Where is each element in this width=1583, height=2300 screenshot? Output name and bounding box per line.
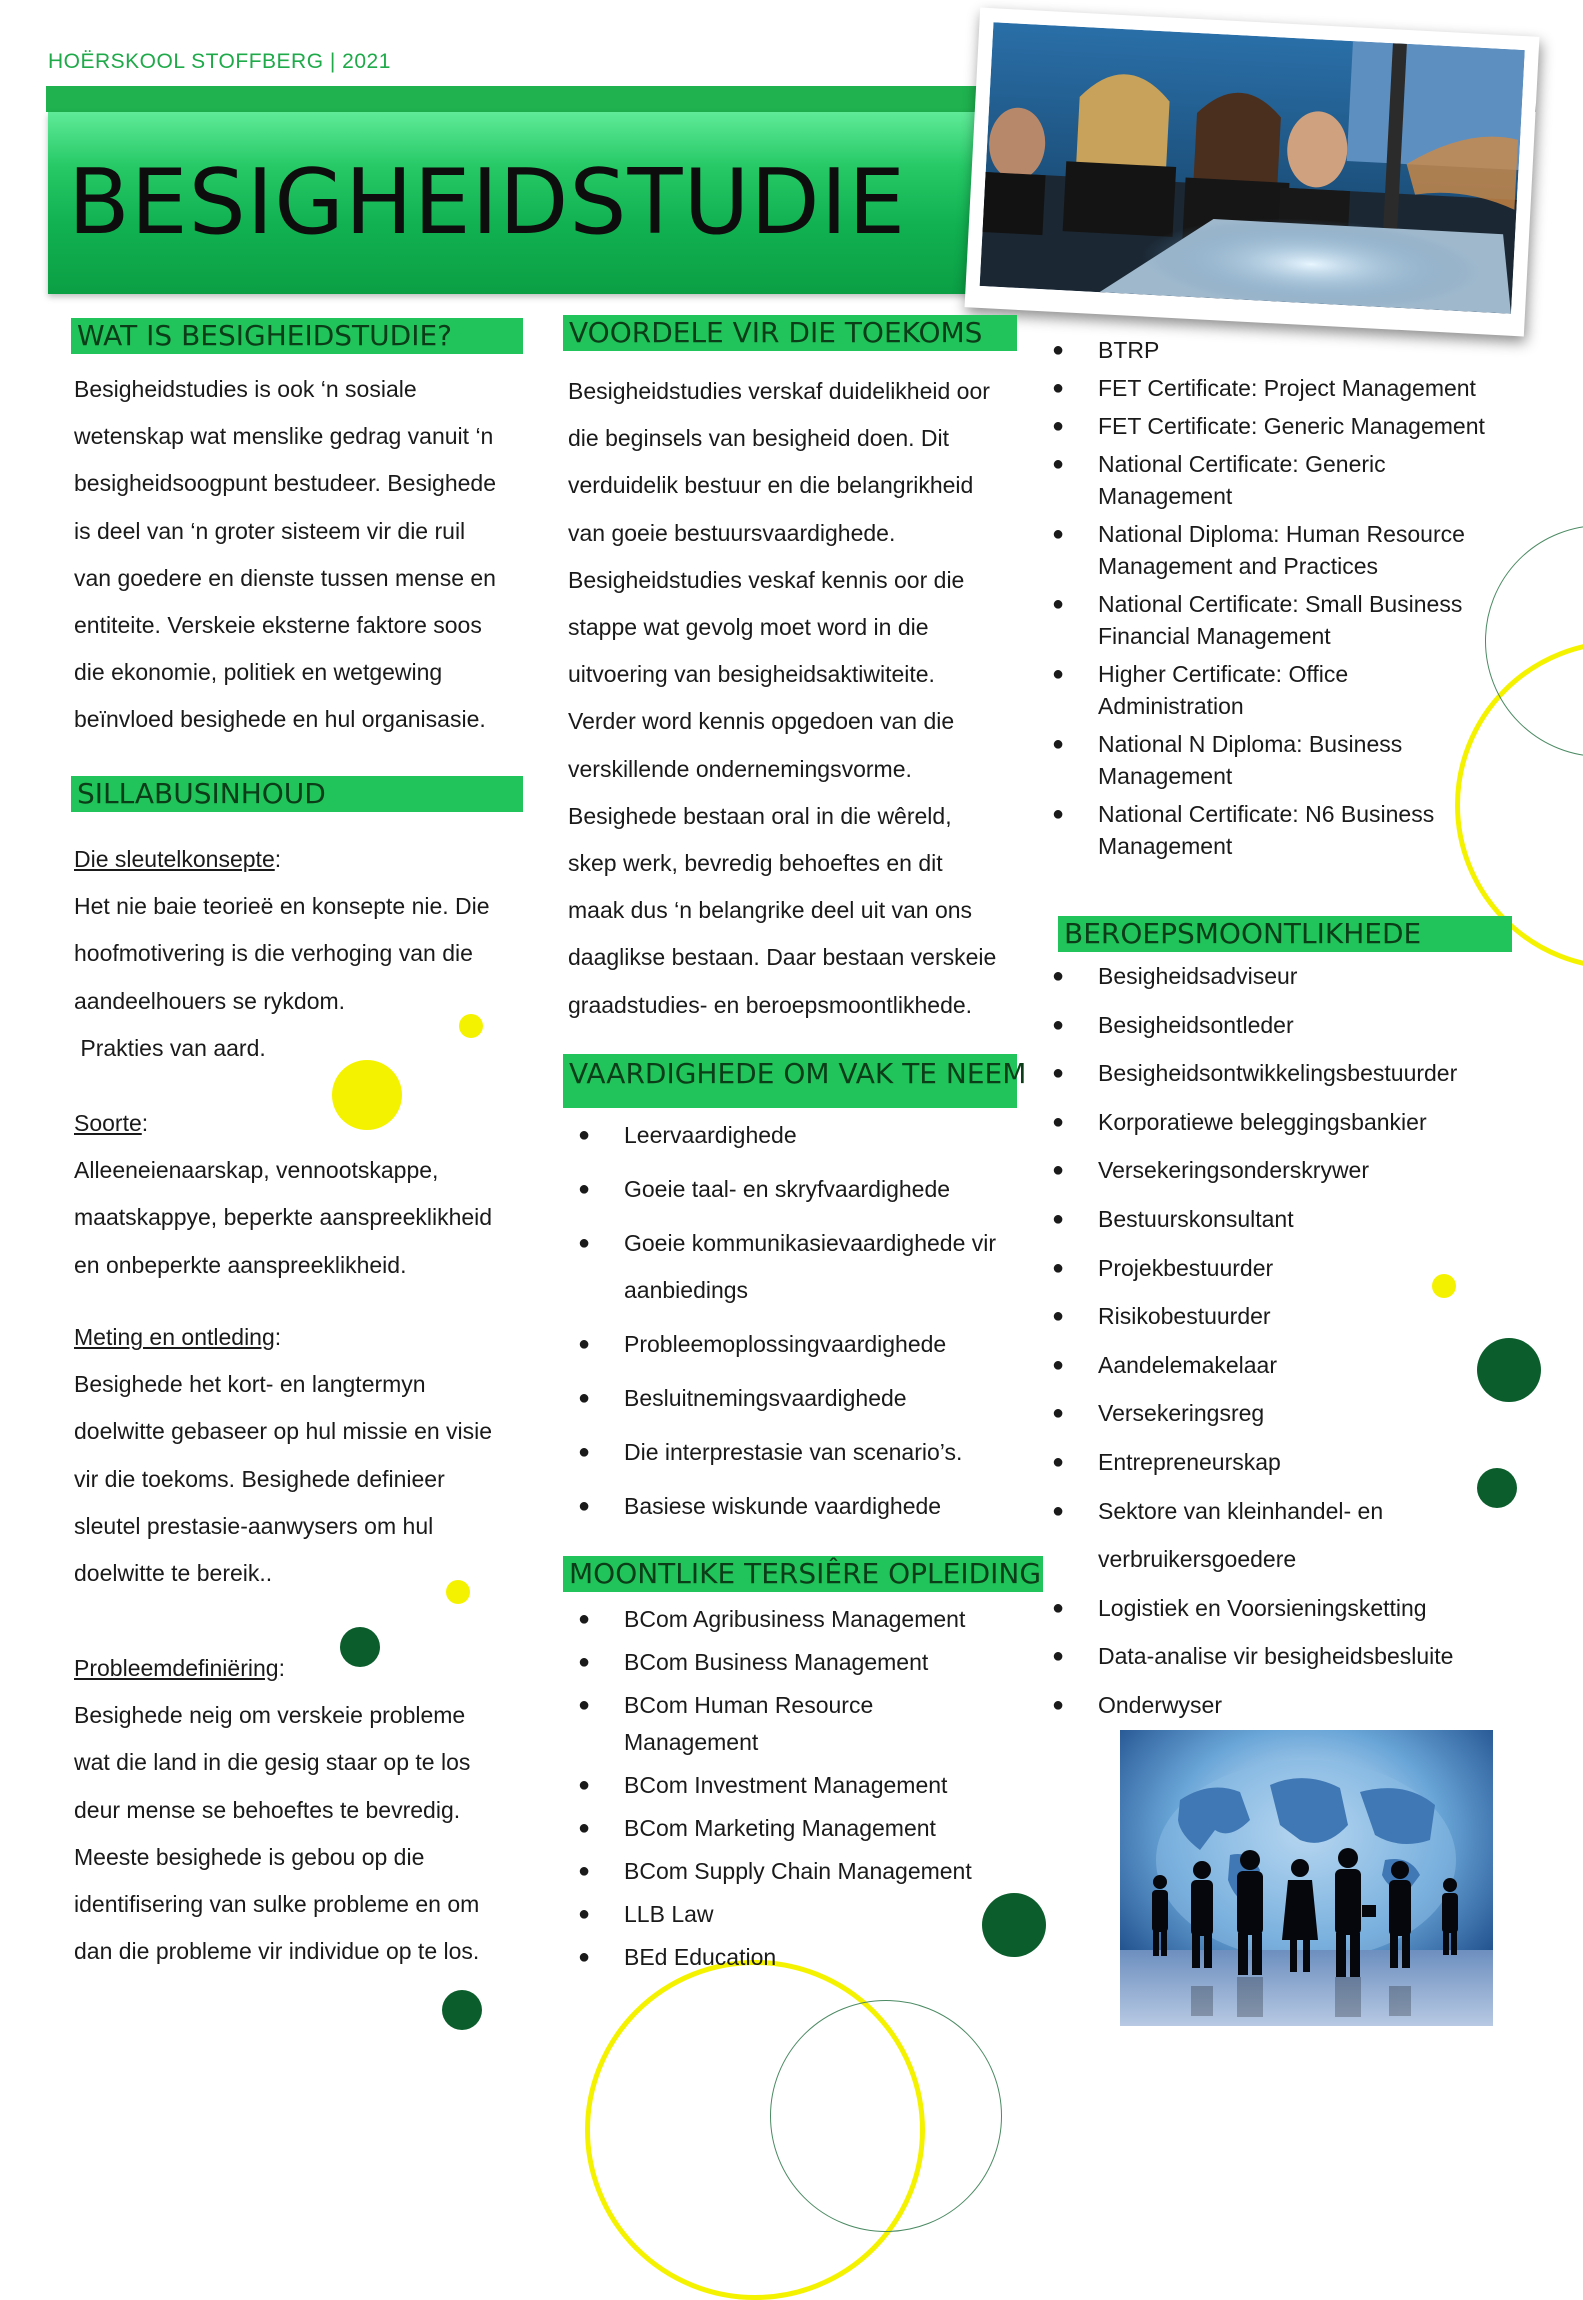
dark-green-dot xyxy=(1477,1468,1517,1508)
list-item: ● Higher Certificate: Office xyxy=(1052,661,1349,687)
list-item-continuation: Administration xyxy=(1098,693,1244,719)
list-item: ● BCom Business Management xyxy=(578,1649,929,1675)
list-item: ● Versekeringsreg xyxy=(1052,1400,1265,1427)
list-item: ● National Certificate: N6 Business xyxy=(1052,801,1435,827)
list-item: ● Onderwyser xyxy=(1052,1691,1222,1718)
list-item: ● Besigheidsontleder xyxy=(1052,1011,1294,1038)
list-item: ● Data-analise vir besigheidsbesluite xyxy=(1052,1643,1454,1670)
list-item: ● Leervaardighede xyxy=(578,1122,797,1148)
list-item: ● Logistiek en Voorsieningsketting xyxy=(1052,1594,1427,1621)
list-item: ● BTRP xyxy=(1052,337,1160,363)
certificates-list xyxy=(1052,334,1485,862)
classroom-photo-frame xyxy=(965,8,1540,337)
problem-section: Probleemdefiniëring: Besighede neig om verskeie probleme wat die land in die gesig staar op te los deur mense se behoeftes te bevredig. Meeste besighede is gebou op die identifisering van sulke probleme en om dan die probleme vir individue op te los. xyxy=(74,1655,480,1965)
list-item: ● BEd Education xyxy=(578,1944,777,1970)
list-item: ● BCom Human Resource xyxy=(578,1692,874,1718)
page-title: BESIGHEIDSTUDIE xyxy=(68,150,907,255)
types-section: Soorte: Alleeneienaarskap, vennootskappe, maatskappye, beperkte aanspreeklikheid en onbeperkte aanspreeklikheid. xyxy=(74,1110,493,1278)
list-item: ● Entrepreneurskap xyxy=(1052,1448,1281,1475)
tertiary-heading: MOONTLIKE TERSIÊRE OPLEIDING xyxy=(563,1556,1043,1592)
list-item: ● Risikobestuurder xyxy=(1052,1303,1271,1330)
dark-green-dot xyxy=(442,1990,482,2030)
list-item: ● Besluitnemingsvaardighede xyxy=(578,1385,907,1411)
types-title: Soorte xyxy=(74,1110,142,1136)
list-item-continuation: aanbiedings xyxy=(624,1277,749,1303)
list-item: ● Basiese wiskunde vaardighede xyxy=(578,1493,942,1519)
list-item: ● BCom Investment Management xyxy=(578,1772,948,1798)
problem-title: Probleemdefiniëring xyxy=(74,1655,279,1681)
list-item-continuation: Financial Management xyxy=(1098,623,1331,649)
measurement-section: Meting en ontleding: Besighede het kort- en langtermyn doelwitte gebaseer op hul missie en visie vir die toekoms. Besighede definieer sleutel prestasie-aanwysers om hul doelwitte te bereik.. xyxy=(74,1324,493,1587)
list-item: ● Korporatiewe beleggingsbankier xyxy=(1052,1108,1427,1135)
careers-list xyxy=(1052,952,1458,1730)
list-item: ● Sektore van kleinhandel- en xyxy=(1052,1497,1384,1524)
business-globe-illustration xyxy=(1120,1730,1493,2026)
list-item: ● Probleemoplossingvaardighede xyxy=(578,1331,947,1357)
classroom-photo xyxy=(980,22,1525,313)
list-item: ● BCom Marketing Management xyxy=(578,1815,936,1841)
skills-heading: VAARDIGHEDE OM VAK TE NEEM xyxy=(563,1054,1017,1108)
green-ring xyxy=(770,2000,1002,2232)
list-item: ● FET Certificate: Generic Management xyxy=(1052,413,1485,439)
list-item: ● Goeie taal- en skryfvaardighede xyxy=(578,1176,951,1202)
list-item: ● FET Certificate: Project Management xyxy=(1052,375,1476,401)
list-item-continuation: Management xyxy=(1098,763,1233,789)
list-item: ● Projekbestuurder xyxy=(1052,1254,1274,1281)
careers-heading: BEROEPSMOONTLIKHEDE xyxy=(1058,916,1512,952)
list-item: ● National Diploma: Human Resource xyxy=(1052,521,1465,547)
list-item: ● Aandelemakelaar xyxy=(1052,1351,1278,1378)
what-is-heading: WAT IS BESIGHEIDSTUDIE? xyxy=(71,318,523,354)
school-header: HOËRSKOOL STOFFBERG | 2021 xyxy=(48,50,391,73)
list-item-continuation: Management xyxy=(1098,483,1233,509)
list-item: ● Goeie kommunikasievaardighede vir xyxy=(578,1230,997,1256)
what-is-text: Besigheidstudies is ook ‘n sosiale wetenskap wat menslike gedrag vanuit ‘n besigheidsoogpunt bestudeer. Besighede is deel van ‘n groter sisteem vir die ruil van goedere en dienste tussen mense en entiteite. Verskeie eksterne faktore soos die ekonomie, politiek en wetgewing beïnvloed besighede en hul organisasie. xyxy=(74,376,497,733)
list-item: ● National N Diploma: Business xyxy=(1052,731,1403,757)
skills-list xyxy=(578,1112,997,1530)
measurement-title: Meting en ontleding xyxy=(74,1324,275,1350)
advantages-heading: VOORDELE VIR DIE TOEKOMS xyxy=(563,315,1017,351)
key-concepts: Die sleutelkonsepte: Het nie baie teorieë en konsepte nie. Die hoofmotivering is die verhoging van die aandeelhouers se rykdom. Prakties van aard. xyxy=(74,846,490,1061)
key-concepts-title: Die sleutelkonsepte xyxy=(74,846,275,872)
list-item: ● Versekeringsonderskrywer xyxy=(1052,1157,1370,1184)
list-item-continuation: Management xyxy=(1098,833,1233,859)
list-item: ● National Certificate: Small Business xyxy=(1052,591,1463,617)
list-item: ● Die interprestasie van scenario’s. xyxy=(578,1439,963,1465)
tertiary-list xyxy=(578,1601,972,1976)
syllabus-heading: SILLABUSINHOUD xyxy=(71,776,523,812)
list-item: ● LLB Law xyxy=(578,1901,714,1927)
dark-green-dot xyxy=(1477,1338,1541,1402)
list-item: ● BCom Supply Chain Management xyxy=(578,1858,972,1884)
list-item-continuation: verbruikersgoedere xyxy=(1098,1546,1297,1573)
list-item-continuation: Management and Practices xyxy=(1098,553,1378,579)
list-item-continuation: Management xyxy=(624,1729,759,1755)
list-item: ● Besigheidsadviseur xyxy=(1052,963,1298,989)
list-item: ● Bestuurskonsultant xyxy=(1052,1205,1294,1232)
list-item: ● BCom Agribusiness Management xyxy=(578,1606,966,1632)
dark-green-dot xyxy=(982,1893,1046,1957)
list-item: ● National Certificate: Generic xyxy=(1052,451,1386,477)
list-item: ● Besigheidsontwikkelingsbestuurder xyxy=(1052,1060,1458,1087)
advantages-text: Besigheidstudies verskaf duidelikheid oor die beginsels van besigheid doen. Dit verduidelik bestuur en die belangrikheid van goeie bestuursvaardighede. Besigheidstudies veskaf kennis oor die stappe wat gevolg moet word in die uitvoering van besigheidsaktiwiteite. Verder word kennis opgedoen van die verskillende ondernemingsvorme. Besighede bestaan oral in die wêreld, skep werk, bevredig behoeftes en dit maak dus ‘n belangrike deel uit van ons daaglikse bestaan. Daar bestaan verskeie graadstudies- en beroepsmoontlikhede. xyxy=(568,378,997,1018)
